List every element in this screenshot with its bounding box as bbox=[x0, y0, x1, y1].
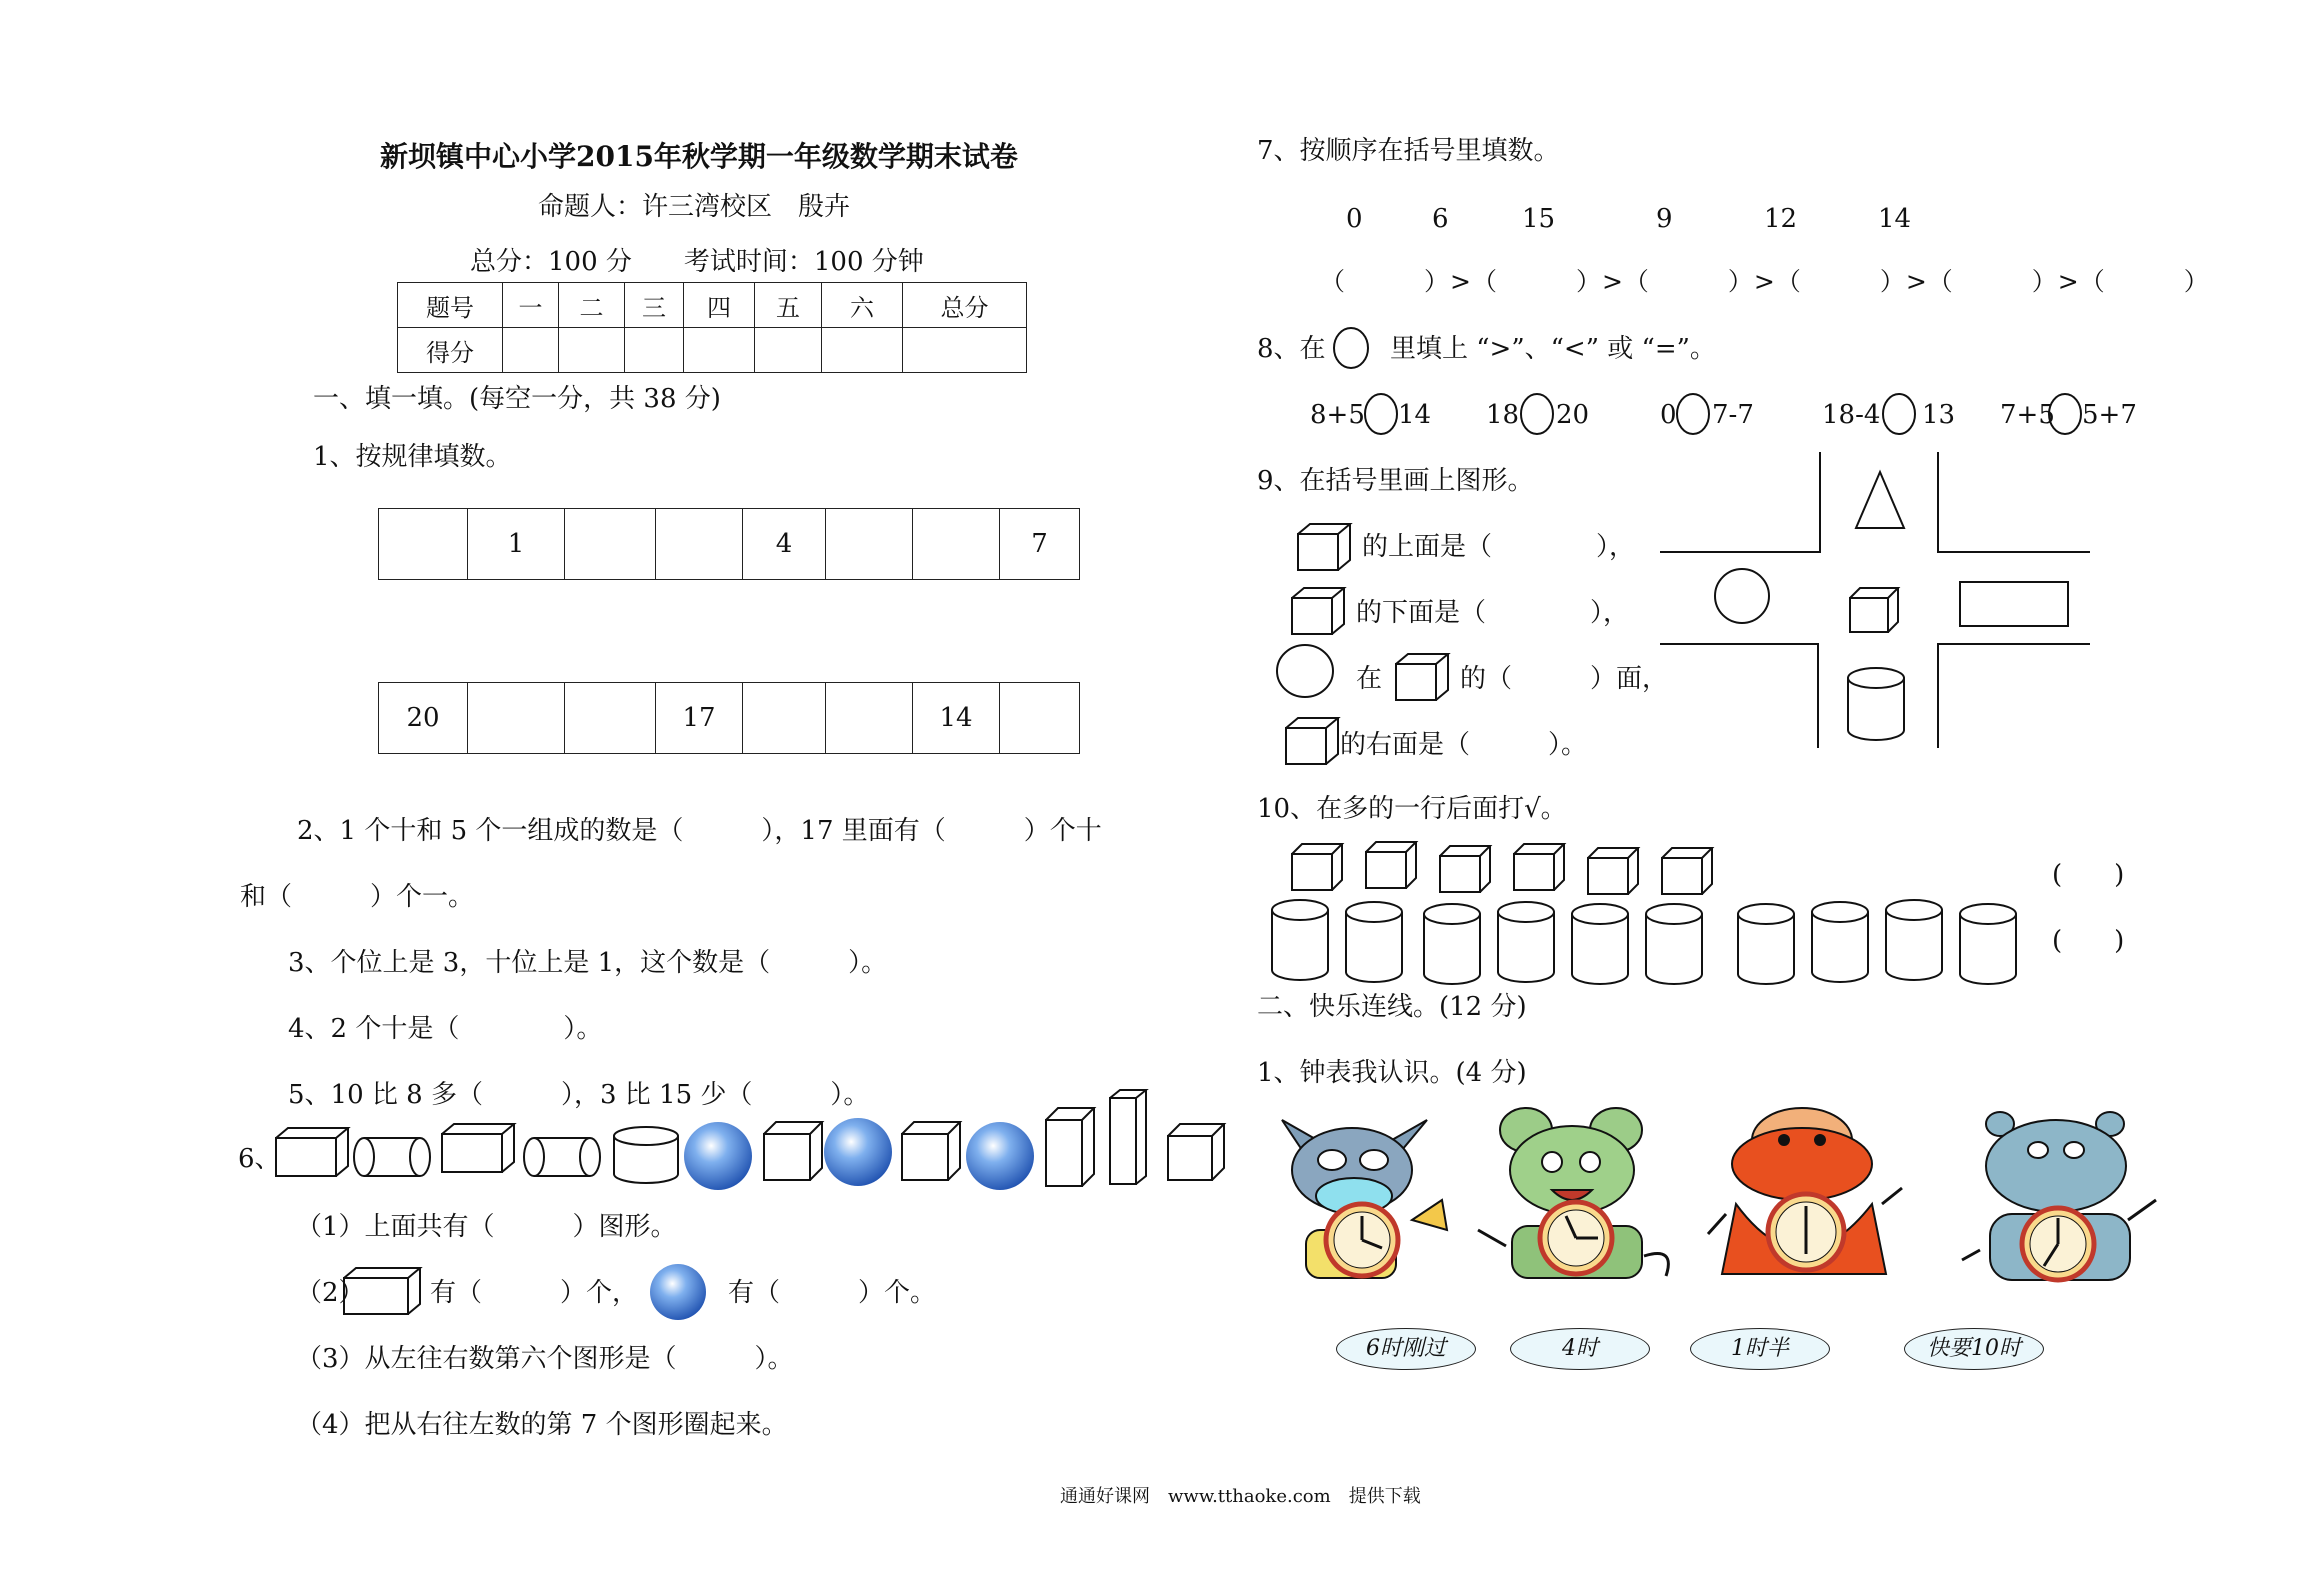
cube-icon[interactable] bbox=[902, 1122, 960, 1180]
sequence-cell[interactable] bbox=[1000, 683, 1080, 754]
score-header-cell: 六 bbox=[822, 283, 903, 328]
q6-sub4: （4）把从右往左数的第 7 个图形圈起来。 bbox=[296, 1410, 788, 1440]
section2-title: 二、快乐连线。(12 分) bbox=[1257, 992, 1527, 1022]
sequence-cell[interactable] bbox=[379, 509, 468, 580]
q10-cylinder-row bbox=[1270, 896, 2020, 986]
sphere-icon bbox=[648, 1262, 708, 1322]
q9-line3-prefix: 在 bbox=[1356, 664, 1383, 694]
cube-icon bbox=[1290, 586, 1346, 636]
cow-clock-illustration bbox=[1262, 1110, 1462, 1290]
q6-sub1: （1）上面共有（ ）图形。 bbox=[296, 1212, 677, 1242]
sequence-cell[interactable]: 1 bbox=[468, 509, 565, 580]
cube-icon[interactable] bbox=[1168, 1124, 1224, 1180]
clock-label[interactable]: 4时 bbox=[1510, 1328, 1650, 1370]
sequence-cell[interactable]: 7 bbox=[1000, 509, 1080, 580]
compare-circle-icon[interactable] bbox=[1518, 392, 1556, 436]
cube-icon bbox=[1284, 716, 1340, 766]
cylinder-icon bbox=[1848, 668, 1904, 740]
score-row-label: 得分 bbox=[398, 328, 503, 373]
sequence-cell[interactable] bbox=[913, 509, 1000, 580]
cube-icon bbox=[1662, 848, 1712, 894]
score-table bbox=[397, 282, 1027, 373]
score-header-cell: 二 bbox=[559, 283, 625, 328]
triangle-icon bbox=[1856, 472, 1904, 528]
sequence-cell[interactable]: 20 bbox=[379, 683, 468, 754]
q9-line3-suffix: 的（ ）面， bbox=[1460, 664, 1669, 694]
q8-item-right: 14 bbox=[1398, 400, 1432, 430]
sequence-cell[interactable] bbox=[565, 509, 656, 580]
q1-title: 1、按规律填数。 bbox=[313, 442, 512, 472]
cylinder-icon bbox=[1346, 902, 1402, 982]
q10-answer-bracket-1[interactable]: ( ) bbox=[2052, 860, 2125, 890]
cube-icon bbox=[1514, 844, 1564, 890]
cuboid-icon[interactable] bbox=[276, 1128, 348, 1176]
bear-clock-illustration bbox=[1706, 1104, 1906, 1294]
score-header-cell: 三 bbox=[625, 283, 684, 328]
q9-line2: 的下面是（ ）， bbox=[1356, 598, 1630, 628]
q10-cube-row bbox=[1290, 840, 1750, 900]
q6-shape-row bbox=[270, 1090, 1230, 1200]
cylinder-icon bbox=[1424, 904, 1480, 984]
cuboid-icon[interactable] bbox=[1110, 1090, 1146, 1184]
q9-line1: 的上面是（ ）， bbox=[1362, 532, 1636, 562]
hippo-clock-illustration bbox=[1960, 1110, 2160, 1290]
cube-icon bbox=[1292, 844, 1342, 890]
q2-text-line2: 和（ ）个一。 bbox=[240, 882, 475, 912]
q8-title-suffix: 里填上 “>”、“<” 或 “=”。 bbox=[1390, 334, 1716, 364]
circle-icon bbox=[1331, 326, 1371, 370]
cube-icon[interactable] bbox=[764, 1122, 822, 1180]
q10-answer-bracket-2[interactable]: ( ) bbox=[2052, 926, 2125, 956]
compare-circle-icon[interactable] bbox=[1880, 392, 1918, 436]
clock-label[interactable]: 6时刚过 bbox=[1336, 1328, 1476, 1370]
clock-label[interactable]: 快要10时 bbox=[1904, 1328, 2044, 1370]
circle-icon bbox=[1715, 569, 1769, 623]
exam-author: 命题人：许三湾校区 殷卉 bbox=[538, 192, 851, 222]
q7-title: 7、按顺序在括号里填数。 bbox=[1257, 136, 1560, 166]
q7-number: 14 bbox=[1878, 204, 1912, 234]
cube-icon bbox=[1440, 846, 1490, 892]
q8-item-left: 18-4 bbox=[1822, 400, 1881, 430]
score-header-cell: 题号 bbox=[398, 283, 503, 328]
cube-icon bbox=[1588, 848, 1638, 894]
q9-line4: 的右面是（ ）。 bbox=[1340, 730, 1588, 760]
score-cell[interactable] bbox=[503, 328, 559, 373]
sequence-cell[interactable] bbox=[656, 509, 743, 580]
sequence-row-2 bbox=[378, 682, 1080, 754]
q8-item-right: 13 bbox=[1922, 400, 1956, 430]
q7-number: 12 bbox=[1764, 204, 1798, 234]
cylinder-icon bbox=[1498, 902, 1554, 982]
sequence-cell[interactable] bbox=[468, 683, 565, 754]
score-header-cell: 四 bbox=[684, 283, 755, 328]
q6-sub2-middle: 有（ ）个， bbox=[430, 1278, 639, 1308]
section2-q1-title: 1、钟表我认识。(4 分) bbox=[1257, 1058, 1527, 1088]
q2-text-line1: 2、1 个十和 5 个一组成的数是（ ），17 里面有（ ）个十 bbox=[297, 816, 1102, 846]
q7-brackets[interactable]: （ ）>（ ）>（ ）>（ ）>（ ）>（ ） bbox=[1320, 267, 2210, 296]
q8-title-prefix: 8、在 bbox=[1257, 334, 1326, 364]
score-cell[interactable] bbox=[755, 328, 822, 373]
q6-sub2-prefix: （2） bbox=[296, 1278, 365, 1308]
footer-text: 通通好课网 www.tthaoke.com 提供下载 bbox=[1060, 1486, 1421, 1507]
score-cell[interactable] bbox=[822, 328, 903, 373]
q8-item-left: 8+5 bbox=[1310, 400, 1365, 430]
q7-number: 9 bbox=[1656, 204, 1673, 234]
score-cell[interactable] bbox=[903, 328, 1027, 373]
compare-circle-icon[interactable] bbox=[1362, 392, 1400, 436]
q6-sub2-end: 有（ ）个。 bbox=[728, 1278, 937, 1308]
q8-item-left: 18 bbox=[1486, 400, 1520, 430]
q6-sub3: （3）从左往右数第六个图形是（ ）。 bbox=[296, 1344, 794, 1374]
score-table-score-row bbox=[398, 328, 1027, 373]
crossroads-diagram bbox=[1660, 452, 2100, 752]
q4-text: 4、2 个十是（ ）。 bbox=[288, 1014, 603, 1044]
q8-item-right: 20 bbox=[1556, 400, 1590, 430]
section1-title: 一、填一填。(每空一分，共 38 分) bbox=[313, 384, 721, 414]
cube-icon bbox=[1366, 842, 1416, 888]
score-header-cell: 五 bbox=[755, 283, 822, 328]
score-table-header-row bbox=[398, 283, 1027, 328]
cuboid-icon bbox=[342, 1266, 422, 1316]
sequence-cell[interactable] bbox=[565, 683, 656, 754]
q8-item-left: 7+5 bbox=[2000, 400, 2055, 430]
cube-icon bbox=[1394, 652, 1450, 702]
sphere-icon[interactable] bbox=[824, 1118, 892, 1186]
mouse-clock-illustration bbox=[1476, 1106, 1686, 1286]
cube-icon bbox=[1296, 522, 1352, 572]
score-cell[interactable] bbox=[684, 328, 755, 373]
q8-item-right: 7-7 bbox=[1712, 400, 1754, 430]
rectangle-icon bbox=[1960, 582, 2068, 626]
compare-circle-icon[interactable] bbox=[2046, 392, 2084, 436]
cylinder-icon bbox=[1812, 902, 1868, 982]
q5-text: 5、10 比 8 多（ ），3 比 15 少（ ）。 bbox=[288, 1080, 870, 1110]
cuboid-icon[interactable] bbox=[442, 1124, 514, 1172]
sequence-row-1 bbox=[378, 508, 1080, 580]
q7-number: 15 bbox=[1522, 204, 1556, 234]
cylinder-icon bbox=[1886, 900, 1942, 980]
sequence-cell[interactable]: 17 bbox=[656, 683, 743, 754]
sequence-cell[interactable]: 4 bbox=[743, 509, 826, 580]
compare-circle-icon[interactable] bbox=[1674, 392, 1712, 436]
sphere-icon[interactable] bbox=[966, 1122, 1034, 1190]
sequence-cell[interactable] bbox=[826, 683, 913, 754]
score-header-cell: 总分 bbox=[903, 283, 1027, 328]
sequence-cell[interactable] bbox=[743, 683, 826, 754]
cylinder-icon bbox=[1272, 900, 1328, 980]
q7-number: 6 bbox=[1432, 204, 1449, 234]
cylinder-icon bbox=[1572, 904, 1628, 984]
q7-number: 0 bbox=[1346, 204, 1363, 234]
cylinder-icon[interactable] bbox=[354, 1138, 430, 1176]
score-cell[interactable] bbox=[625, 328, 684, 373]
q8-item-right: 5+7 bbox=[2082, 400, 2137, 430]
sphere-icon[interactable] bbox=[684, 1122, 752, 1190]
cube-icon bbox=[1850, 588, 1898, 632]
sequence-cell[interactable]: 14 bbox=[913, 683, 1000, 754]
exam-meta: 总分：100 分 考试时间：100 分钟 bbox=[470, 247, 924, 277]
score-cell[interactable] bbox=[559, 328, 625, 373]
clock-label[interactable]: 1时半 bbox=[1690, 1328, 1830, 1370]
cylinder-icon bbox=[1960, 904, 2016, 984]
exam-title: 新坝镇中心小学2015年秋学期一年级数学期末试卷 bbox=[380, 140, 1018, 173]
cylinder-icon[interactable] bbox=[614, 1127, 678, 1183]
score-header-cell: 一 bbox=[503, 283, 559, 328]
q8-item-left: 0 bbox=[1660, 400, 1677, 430]
q3-text: 3、个位上是 3，十位上是 1，这个数是（ ）。 bbox=[288, 948, 888, 978]
q9-title: 9、在括号里画上图形。 bbox=[1257, 466, 1534, 496]
circle-icon bbox=[1274, 642, 1336, 700]
cylinder-icon bbox=[1738, 904, 1794, 984]
cuboid-icon[interactable] bbox=[1046, 1108, 1094, 1186]
q6-label: 6、 bbox=[238, 1144, 281, 1174]
sequence-cell[interactable] bbox=[826, 509, 913, 580]
q10-title: 10、在多的一行后面打√。 bbox=[1257, 794, 1567, 824]
cylinder-icon[interactable] bbox=[524, 1138, 600, 1176]
cylinder-icon bbox=[1646, 904, 1702, 984]
